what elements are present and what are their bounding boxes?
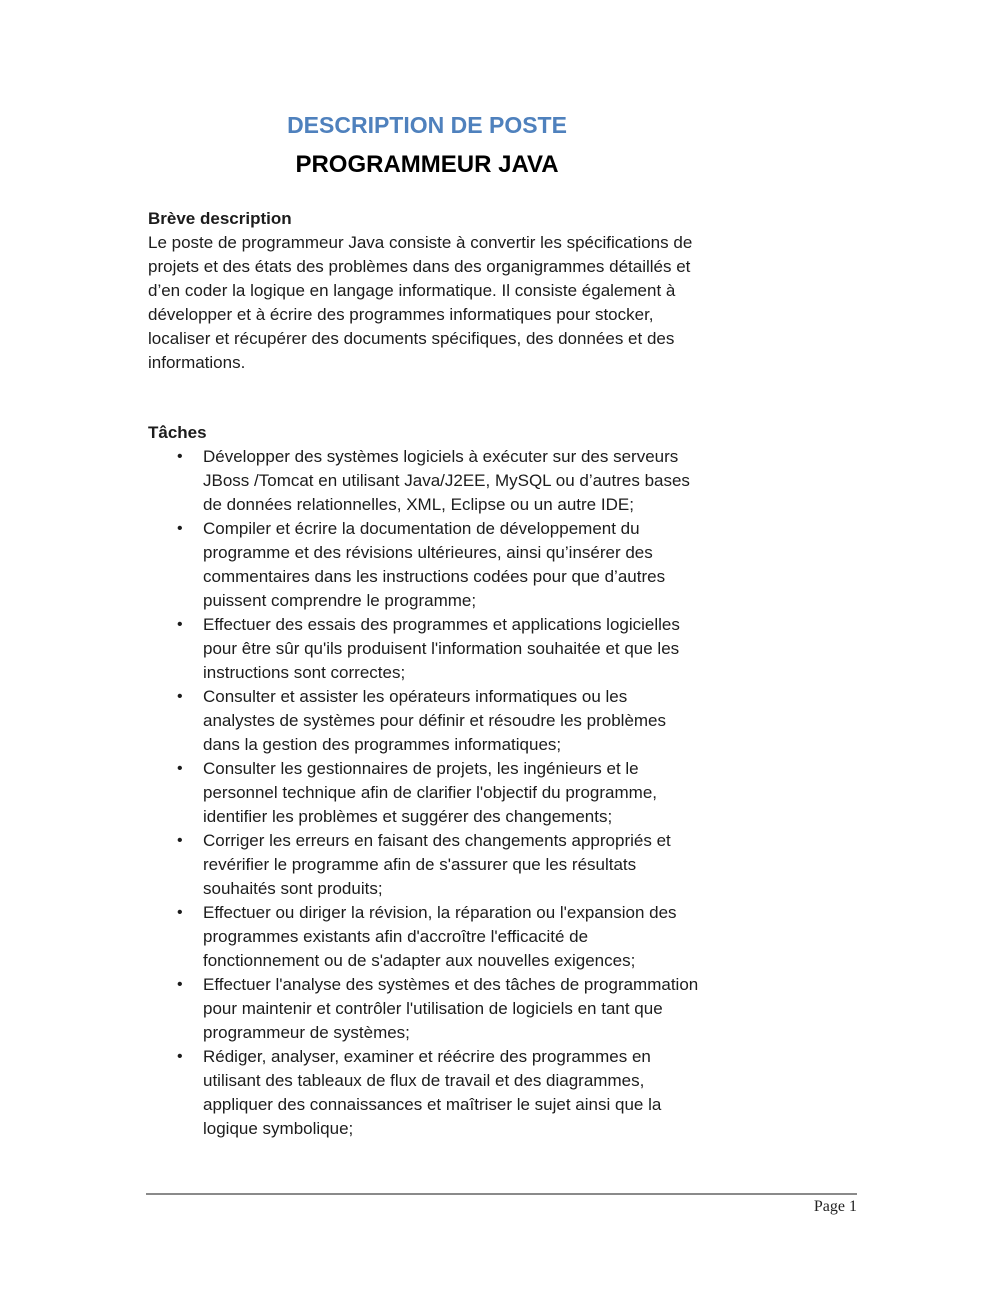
task-bullet-item: • Effectuer l'analyse des systèmes et des tâches de programmation pour maintenir et contrôler l'utilisation de logiciels en tant que programmeur de systèmes; [203,973,701,1045]
tasks-bullet-list [148,445,706,1141]
task-bullet-item: • Rédiger, analyser, examiner et réécrire des programmes en utilisant des tableaux de flux de travail et des diagrammes, appliquer des connaissances et maîtriser le sujet ainsi que la logique symbolique; [203,1045,701,1141]
task-bullet-item: • Effectuer des essais des programmes et applications logicielles pour être sûr qu'ils produisent l'information souhaitée et que les instructions sont correctes; [203,613,701,685]
document-body [148,0,706,1141]
task-bullet-item: • Corriger les erreurs en faisant des changements appropriés et revérifier le programme afin de s'assurer que les résultats souhaités sont produits; [203,829,701,901]
footer-divider-line [146,1193,857,1195]
job-title-heading: PROGRAMMEUR JAVA [295,151,559,178]
task-bullet-item: • Consulter les gestionnaires de projets, les ingénieurs et le personnel technique afin de clarifier l'objectif du programme, identifier les problèmes et suggérer des changements; [203,757,701,829]
task-bullet-item: • Développer des systèmes logiciels à exécuter sur des serveurs JBoss /Tomcat en utilisant Java/J2EE, MySQL ou d’autres bases de données relationnelles, XML, Eclipse ou un autre IDE; [203,445,701,517]
breve-description-text: Le poste de programmeur Java consiste à convertir les spécifications de projets et des états des problèmes dans des organigrammes détaillés et d’en coder la logique en langage informatique. Il consiste également à développer et à écrire des programmes informatiques pour stocker, localiser et récupérer des documents spécifiques, des données et des informations. [148,233,693,372]
document-type-heading: DESCRIPTION DE POSTE [287,112,567,138]
taches-heading: Tâches [148,423,207,442]
breve-description-heading: Brève description [148,209,292,228]
task-bullet-item: • Compiler et écrire la documentation de développement du programme et des révisions ultérieures, ainsi qu’insérer des commentaires dans les instructions codées pour que d’autres puissent comprendre le programme; [203,517,701,613]
task-bullet-item: • Effectuer ou diriger la révision, la réparation ou l'expansion des programmes existants afin d'accroître l'efficacité de fonctionnement ou de s'adapter aux nouvelles exigences; [203,901,701,973]
page-number-label: Page 1 [813,1198,857,1215]
task-bullet-item: • Consulter et assister les opérateurs informatiques ou les analystes de systèmes pour définir et résoudre les problèmes dans la gestion des programmes informatiques; [203,685,701,757]
